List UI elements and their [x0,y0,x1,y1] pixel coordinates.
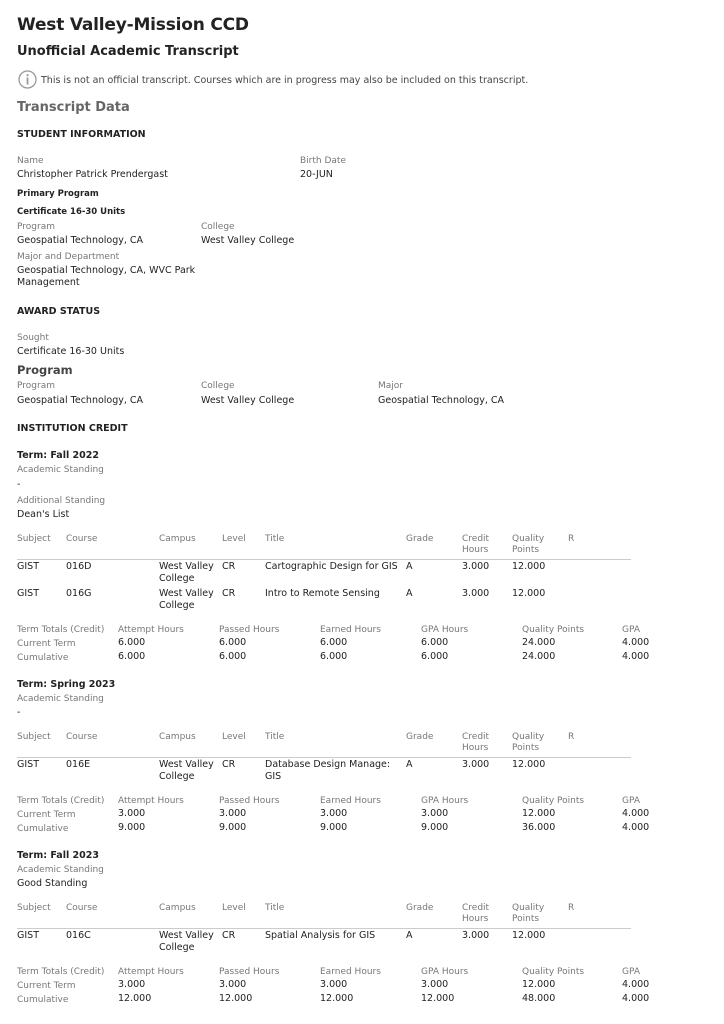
program-heading: Program [17,363,73,377]
program-label: Program [17,222,55,232]
row-grade: A [406,930,413,941]
current-gpa: 4.000 [622,808,650,819]
row-course: 016G [66,588,92,599]
col-title: Title [265,534,285,544]
cumulative-label: Cumulative [17,653,69,663]
row-level: CR [222,759,236,770]
row-subject: GIST [17,930,39,941]
totals-gpa-header: GPA [622,796,640,806]
name-label: Name [17,156,44,166]
totals-label: Term Totals (Credit) [17,625,105,635]
row-course: 016E [66,759,91,770]
student-name: Christopher Patrick Prendergast [17,169,168,180]
row-subject: GIST [17,561,39,572]
row-grade: A [406,759,413,770]
term-title: Term: Fall 2022 [17,450,99,461]
institution-credit-heading: INSTITUTION CREDIT [17,423,128,434]
current-quality-points: 12.000 [522,808,556,819]
totals-attempt-header: Attempt Hours [118,967,184,977]
current-earned: 6.000 [320,637,348,648]
row-credit: 3.000 [462,759,490,770]
totals-attempt-header: Attempt Hours [118,796,184,806]
current-quality-points: 24.000 [522,637,556,648]
birth-date: 20-JUN [300,169,333,180]
totals-passed-header: Passed Hours [219,796,280,806]
cumulative-gpa: 4.000 [622,822,650,833]
row-quality-points: 12.000 [512,930,546,941]
row-title: Spatial Analysis for GIS [265,930,376,941]
row-level: CR [222,561,236,572]
col-quality-points: Quality Points [512,903,545,924]
col-title: Title [265,903,285,913]
totals-passed-header: Passed Hours [219,967,280,977]
row-quality-points: 12.000 [512,588,546,599]
row-credit: 3.000 [462,588,490,599]
col-grade: Grade [406,732,434,742]
cumulative-gpa: 4.000 [622,993,650,1004]
college-label: College [201,222,235,232]
totals-quality-points-header: Quality Points [522,625,585,635]
current-term-label: Current Term [17,981,76,991]
totals-attempt-header: Attempt Hours [118,625,184,635]
cumulative-gpa-hours: 12.000 [421,993,455,1004]
row-title: Cartographic Design for GIS [265,561,398,572]
current-attempt: 6.000 [118,637,146,648]
academic-standing-value: - [17,707,21,718]
row-campus: West Valley College [159,759,214,782]
academic-standing-label: Academic Standing [17,465,104,475]
current-passed: 3.000 [219,979,247,990]
academic-standing-value: - [17,479,21,490]
term-title: Term: Spring 2023 [17,679,116,690]
current-gpa-hours: 3.000 [421,979,449,990]
award-status-heading: AWARD STATUS [17,306,101,317]
row-campus: West Valley College [159,561,214,584]
cumulative-attempt: 9.000 [118,822,146,833]
row-quality-points: 12.000 [512,759,546,770]
totals-earned-header: Earned Hours [320,967,381,977]
row-level: CR [222,930,236,941]
col-subject: Subject [17,732,51,742]
current-attempt: 3.000 [118,808,146,819]
award-major-label: Major [378,381,403,391]
current-earned: 3.000 [320,808,348,819]
header-divider [17,928,631,929]
cumulative-gpa: 4.000 [622,651,650,662]
row-subject: GIST [17,759,39,770]
totals-passed-header: Passed Hours [219,625,280,635]
cumulative-earned: 6.000 [320,651,348,662]
cumulative-earned: 12.000 [320,993,354,1004]
col-r: R [568,534,575,544]
col-campus: Campus [159,903,196,913]
institution-name: West Valley-Mission CCD [17,15,249,35]
current-passed: 6.000 [219,637,247,648]
row-campus: West Valley College [159,930,214,953]
sought-value: Certificate 16-30 Units [17,346,125,357]
col-subject: Subject [17,903,51,913]
cumulative-attempt: 12.000 [118,993,152,1004]
totals-earned-header: Earned Hours [320,796,381,806]
award-college-label: College [201,381,235,391]
row-course: 016C [66,930,91,941]
info-icon [18,70,37,89]
row-quality-points: 12.000 [512,561,546,572]
totals-gpa-hours-header: GPA Hours [421,796,469,806]
row-grade: A [406,588,413,599]
col-course: Course [66,732,98,742]
totals-label: Term Totals (Credit) [17,967,105,977]
totals-gpa-header: GPA [622,625,640,635]
notice-text: This is not an official transcript. Courses which are in progress may also be included on this transcript. [41,75,529,86]
row-credit: 3.000 [462,930,490,941]
award-major-value: Geospatial Technology, CA [378,395,505,406]
cumulative-passed: 12.000 [219,993,253,1004]
cumulative-passed: 9.000 [219,822,247,833]
header-divider [17,559,631,560]
cumulative-gpa-hours: 9.000 [421,822,449,833]
col-credit-hours: Credit Hours [462,534,490,555]
row-title: Database Design Manage: GIS [265,759,391,782]
row-grade: A [406,561,413,572]
totals-label: Term Totals (Credit) [17,796,105,806]
additional-standing-label: Additional Standing [17,496,106,506]
current-passed: 3.000 [219,808,247,819]
award-college-value: West Valley College [201,395,295,406]
col-quality-points: Quality Points [512,534,545,555]
col-grade: Grade [406,534,434,544]
current-gpa: 4.000 [622,637,650,648]
certificate-label: Certificate 16-30 Units [17,207,126,217]
cumulative-attempt: 6.000 [118,651,146,662]
award-program-label: Program [17,381,55,391]
col-subject: Subject [17,534,51,544]
cumulative-label: Cumulative [17,995,69,1005]
additional-standing-value: Dean's List [17,509,70,520]
col-title: Title [265,732,285,742]
totals-quality-points-header: Quality Points [522,796,585,806]
col-course: Course [66,903,98,913]
totals-quality-points-header: Quality Points [522,967,585,977]
col-r: R [568,903,575,913]
row-credit: 3.000 [462,561,490,572]
current-quality-points: 12.000 [522,979,556,990]
row-title: Intro to Remote Sensing [265,588,380,599]
totals-gpa-header: GPA [622,967,640,977]
current-gpa-hours: 6.000 [421,637,449,648]
cumulative-quality-points: 24.000 [522,651,556,662]
totals-gpa-hours-header: GPA Hours [421,625,469,635]
section-title: Transcript Data [17,100,130,115]
sought-label: Sought [17,333,49,343]
row-course: 016D [66,561,92,572]
col-course: Course [66,534,98,544]
col-r: R [568,732,575,742]
col-campus: Campus [159,732,196,742]
col-campus: Campus [159,534,196,544]
birth-date-label: Birth Date [300,156,346,166]
current-term-label: Current Term [17,639,76,649]
row-subject: GIST [17,588,39,599]
header-divider [17,757,631,758]
col-credit-hours: Credit Hours [462,732,490,753]
current-gpa: 4.000 [622,979,650,990]
academic-standing-value: Good Standing [17,878,88,889]
cumulative-quality-points: 36.000 [522,822,556,833]
current-attempt: 3.000 [118,979,146,990]
cumulative-label: Cumulative [17,824,69,834]
cumulative-gpa-hours: 6.000 [421,651,449,662]
row-level: CR [222,588,236,599]
cumulative-passed: 6.000 [219,651,247,662]
primary-program-label: Primary Program [17,189,99,199]
col-level: Level [222,732,246,742]
current-term-label: Current Term [17,810,76,820]
col-level: Level [222,903,246,913]
major-value: Geospatial Technology, CA, WVC Park Management [17,265,196,288]
program-value: Geospatial Technology, CA [17,235,144,246]
student-info-heading: STUDENT INFORMATION [17,129,146,140]
col-grade: Grade [406,903,434,913]
term-title: Term: Fall 2023 [17,850,99,861]
cumulative-earned: 9.000 [320,822,348,833]
current-earned: 3.000 [320,979,348,990]
cumulative-quality-points: 48.000 [522,993,556,1004]
page-title: Unofficial Academic Transcript [17,44,239,59]
totals-earned-header: Earned Hours [320,625,381,635]
major-label: Major and Department [17,252,120,262]
col-credit-hours: Credit Hours [462,903,490,924]
current-gpa-hours: 3.000 [421,808,449,819]
college-value: West Valley College [201,235,295,246]
row-campus: West Valley College [159,588,214,611]
totals-gpa-hours-header: GPA Hours [421,967,469,977]
col-quality-points: Quality Points [512,732,545,753]
academic-standing-label: Academic Standing [17,694,104,704]
academic-standing-label: Academic Standing [17,865,104,875]
award-program-value: Geospatial Technology, CA [17,395,144,406]
col-level: Level [222,534,246,544]
